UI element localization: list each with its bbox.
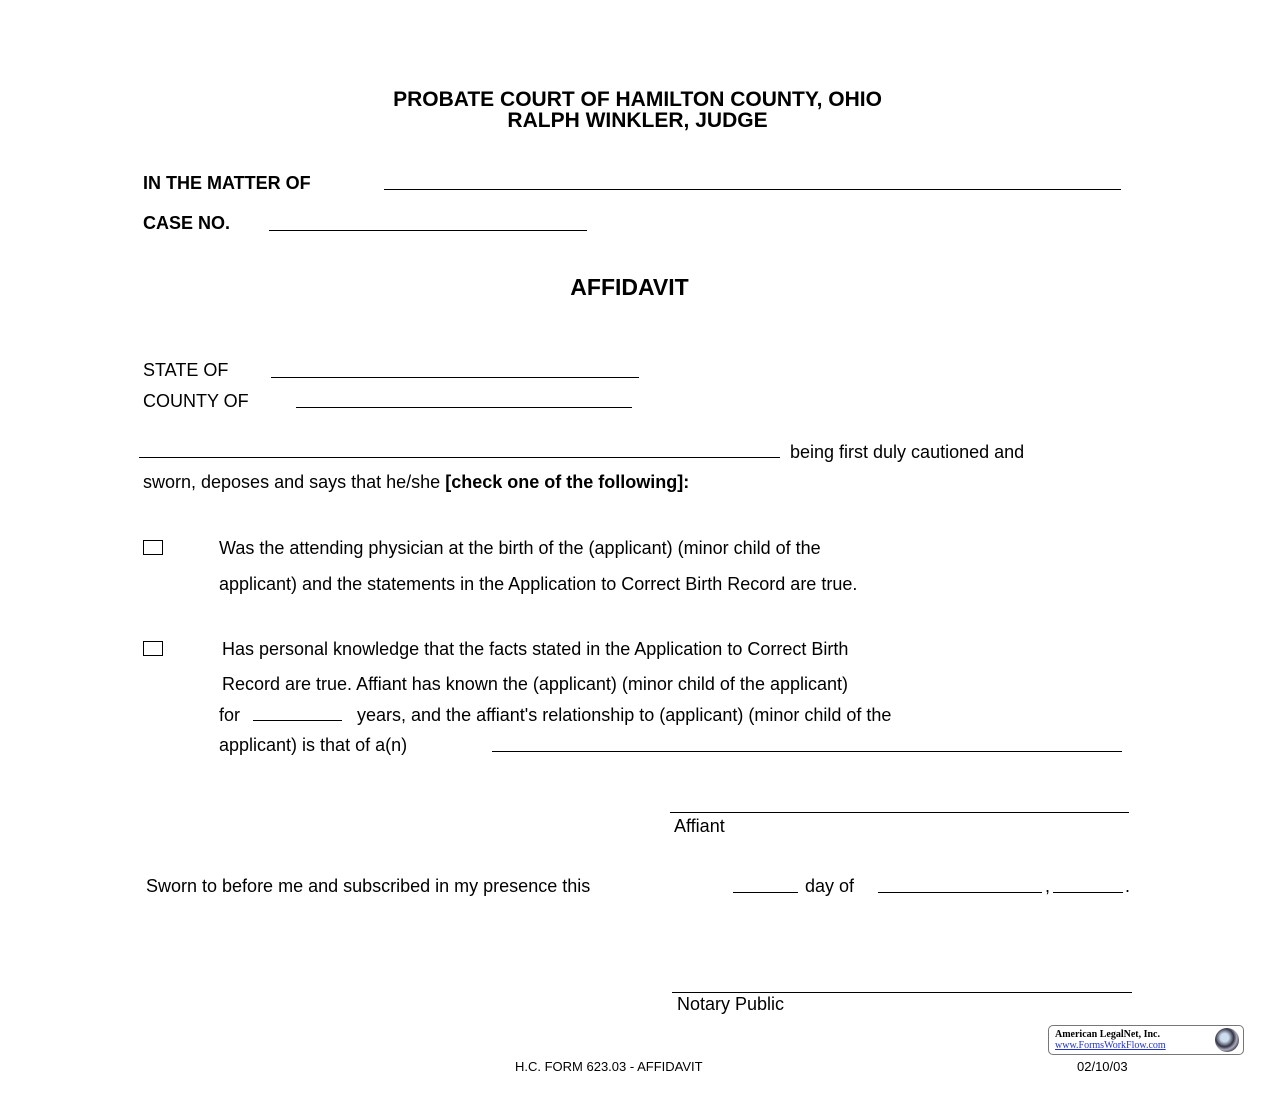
case-field[interactable]	[269, 230, 587, 231]
option2-line4: applicant) is that of a(n)	[219, 735, 408, 755]
month-field[interactable]	[878, 892, 1042, 893]
county-field[interactable]	[296, 407, 632, 408]
court-name: PROBATE COURT OF HAMILTON COUNTY, OHIO	[393, 88, 882, 111]
intro-text: being first duly cautioned and	[790, 442, 1025, 462]
page-title: AFFIDAVIT	[570, 274, 689, 300]
intro-text-2	[143, 472, 689, 493]
globe-icon	[1215, 1028, 1239, 1052]
judge-name: RALPH WINKLER, JUDGE	[507, 109, 768, 132]
option1-line2: applicant) and the statements in the Application to Correct Birth Record are true.	[219, 574, 858, 594]
option2-checkbox[interactable]	[143, 641, 163, 656]
day-of-text: day of	[805, 876, 855, 896]
option2-line1: Has personal knowledge that the facts stated in the Application to Correct Birth	[222, 639, 849, 659]
form-date: 02/10/03	[1077, 1059, 1128, 1074]
affiant-signature-field[interactable]	[670, 812, 1129, 813]
matter-label: IN THE MATTER OF	[143, 173, 311, 193]
intro-instruction: [check one of the following]:	[445, 472, 690, 492]
relationship-field[interactable]	[492, 751, 1122, 752]
case-label: CASE NO.	[143, 213, 231, 233]
years-field[interactable]	[253, 720, 342, 721]
notary-signature-field[interactable]	[672, 992, 1132, 993]
american-legalnet-logo[interactable]	[1048, 1025, 1244, 1055]
intro-text-plain: sworn, deposes and says that he/she	[143, 472, 441, 492]
option2-for: for	[219, 705, 241, 725]
sworn-text: Sworn to before me and subscribed in my presence this	[146, 876, 591, 896]
period: .	[1125, 876, 1131, 896]
option2-line3: years, and the affiant's relationship to (applicant) (minor child of the	[357, 705, 892, 725]
state-label: STATE OF	[143, 360, 229, 380]
option2-line2: Record are true. Affiant has known the (applicant) (minor child of the applicant)	[222, 674, 849, 694]
year-field[interactable]	[1053, 892, 1123, 893]
notary-label: Notary Public	[677, 994, 785, 1014]
affiant-label: Affiant	[674, 816, 725, 836]
form-number: H.C. FORM 623.03 - AFFIDAVIT	[515, 1059, 703, 1074]
county-label: COUNTY OF	[143, 391, 249, 411]
state-field[interactable]	[271, 377, 639, 378]
option1-checkbox[interactable]	[143, 540, 163, 555]
affiant-name-field[interactable]	[139, 457, 780, 458]
comma: ,	[1045, 876, 1051, 896]
option1-line1: Was the attending physician at the birth of the (applicant) (minor child of the	[219, 538, 821, 558]
matter-field[interactable]	[384, 189, 1121, 190]
day-field[interactable]	[733, 892, 798, 893]
logo-url[interactable]: www.FormsWorkFlow.com	[1055, 1040, 1166, 1051]
logo-company: American LegalNet, Inc.	[1055, 1029, 1160, 1040]
